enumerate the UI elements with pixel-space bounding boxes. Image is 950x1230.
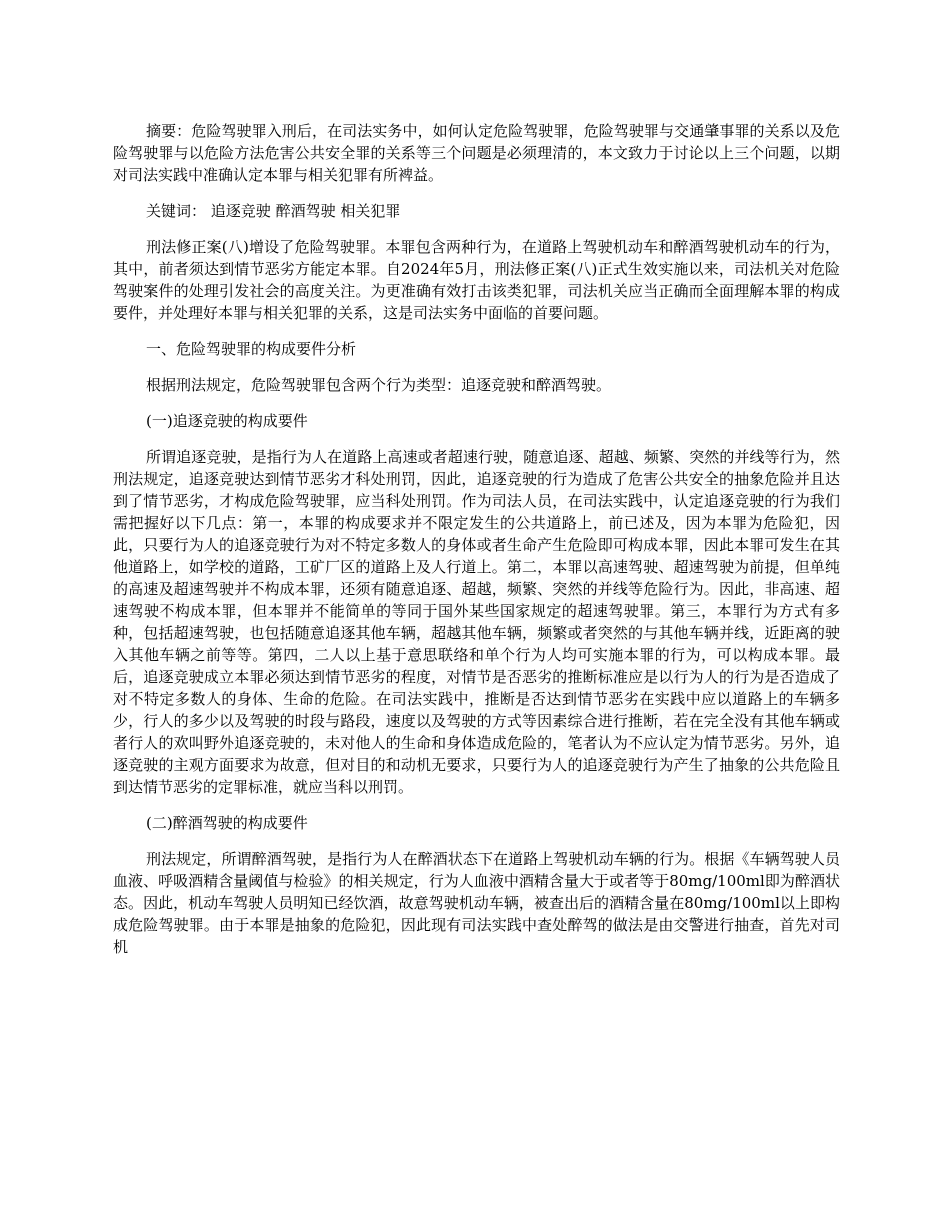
section-intro-paragraph: 根据刑法规定，危险驾驶罪包含两个行为类型：追逐竞驶和醉酒驾驶。 (146, 376, 612, 394)
drunk-driving-paragraph: 刑法规定，所谓醉酒驾驶，是指行为人在醉酒状态下在道路上驾驶机动车辆的行为。根据《车辆驾驶人员血液、呼吸酒精含量阈值与检验》的相关规定，行为人血液中酒精含量大于或者等于80mg/100ml即为醉酒状态。因此，机动车驾驶人员明知已经饮酒，故意驾驶机动车辆，被查出后的酒精含量在80mg/100ml以上即构成危险驾驶罪。由于本罪是抽象的危险犯，因此现有司法实践中查处醉驾的做法是由交警进行抽查，首先对司机 (113, 850, 840, 956)
abstract-paragraph: 摘要：危险驾驶罪入刑后，在司法实务中，如何认定危险驾驶罪，危险驾驶罪与交通肇事罪的关系以及危险驾驶罪与以危险方法危害公共安全罪的关系等三个问题是必须理清的，本文致力于讨论以上三个问题，以期对司法实践中准确认定本罪与相关犯罪有所裨益。 (113, 122, 840, 184)
section-heading: 一、危险驾驶罪的构成要件分析 (146, 340, 357, 358)
keywords-value: 追逐竞驶 醉酒驾驶 相关犯罪 (210, 202, 401, 220)
subsection-heading-racing: (一)追逐竞驶的构成要件 (146, 412, 308, 430)
keywords-label: 关键词： (146, 202, 207, 220)
document-body (113, 120, 840, 972)
racing-paragraph: 所谓追逐竞驶，是指行为人在道路上高速或者超速行驶，随意追逐、超越、频繁、突然的并线等行为，然刑法规定，追逐竞驶达到情节恶劣才科处刑罚，因此，追逐竞驶的行为造成了危害公共安全的抽象危险并且达到了情节恶劣，才构成危险驾驶罪，应当科处刑罚。作为司法人员，在司法实践中，认定追逐竞驶的行为我们需把握好以下几点：第一，本罪的构成要求并不限定发生的公共道路上，前已述及，因为本罪为危险犯，因此，只要行为人的追逐竞驶行为对不特定多数人的身体或者生命产生危险即可构成本罪，因此本罪可发生在其他道路上，如学校的道路，工矿厂区的道路上及人行道上。第二，本罪以高速驾驶、超速驾驶为前提，但单纯的高速及超速驾驶并不构成本罪，还须有随意追逐、超越，频繁、突然的并线等危险行为。因此，非高速、超速驾驶不构成本罪，但本罪并不能简单的等同于国外某些国家规定的超速驾驶罪。第三，本罪行为方式有多种，包括超速驾驶，也包括随意追逐其他车辆，超越其他车辆，频繁或者突然的与其他车辆并线，近距离的驶入其他车辆之前等等。第四，二人以上基于意思联络和单个行为人均可实施本罪的行为，可以构成本罪。最后，追逐竞驶成立本罪必须达到情节恶劣的程度，对情节是否恶劣的推断标准应是以行为人的行为是否造成了对不特定多数人的身体、生命的危险。在司法实践中，推断是否达到情节恶劣在实践中应以道路上的车辆多少，行人的多少以及驾驶的时段与路段，速度以及驾驶的方式等因素综合进行推断，若在完全没有其他车辆或者行人的欢叫野外追逐竞驶的，未对他人的生命和身体造成危险的，笔者认为不应认定为情节恶劣。另外，追逐竞驶的主观方面要求为故意，但对目的和动机无要求，只要行为人的追逐竞驶行为产生了抽象的公共危险且到达情节恶劣的定罪标准，就应当科以刑罚。 (113, 448, 840, 796)
subsection-heading-drunk-driving: (二)醉酒驾驶的构成要件 (146, 814, 308, 832)
intro-paragraph: 刑法修正案(八)增设了危险驾驶罪。本罪包含两种行为，在道路上驾驶机动车和醉酒驾驶机动车的行为，其中，前者须达到情节恶劣方能定本罪。自2024年5月，刑法修正案(八)正式生效实施以来，司法机关对危险驾驶案件的处理引发社会的高度关注。为更准确有效打击该类犯罪，司法机关应当正确而全面理解本罪的构成要件，并处理好本罪与相关犯罪的关系，这是司法实务中面临的首要问题。 (113, 238, 840, 322)
keywords-paragraph (113, 200, 840, 222)
